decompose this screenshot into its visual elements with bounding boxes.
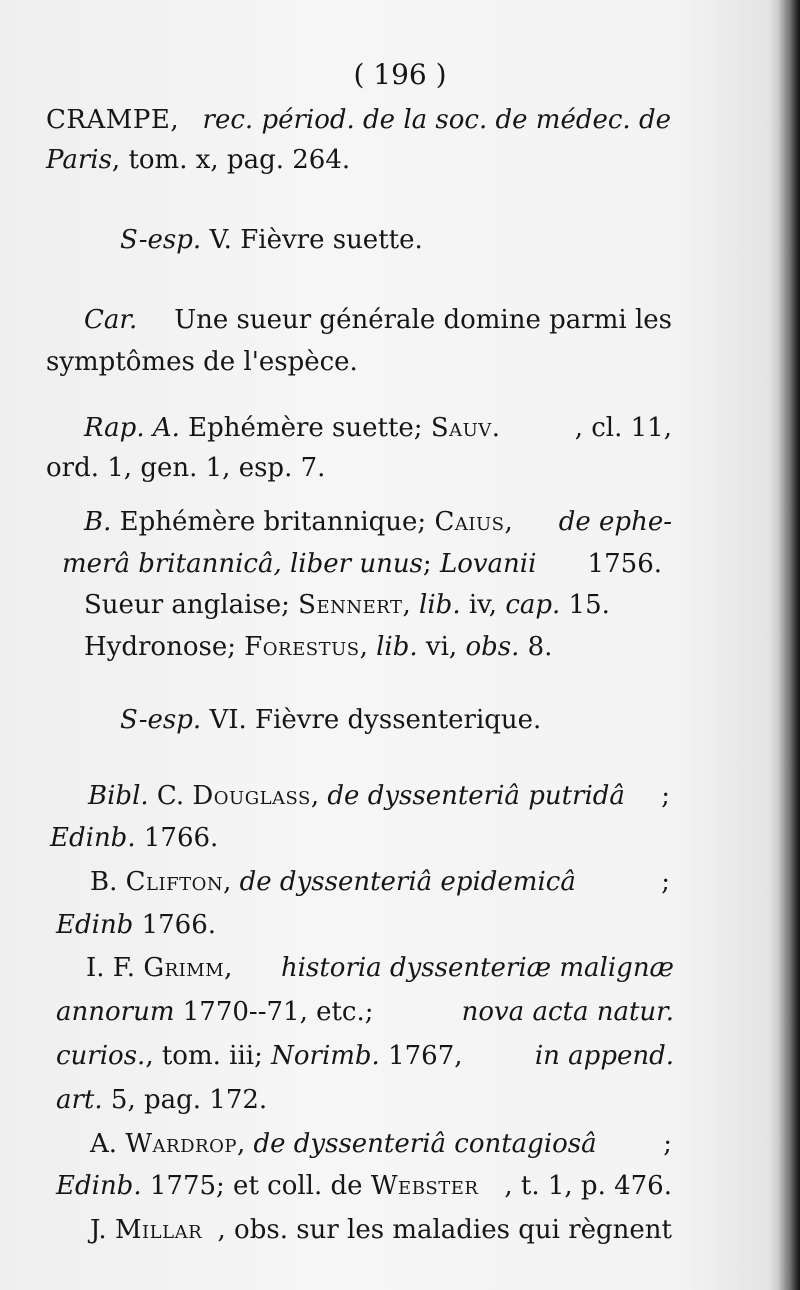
- text-line: art. 5, pag. 172.: [56, 1085, 268, 1115]
- text-line: annorum 1770--71, etc.; nova acta natur.: [56, 997, 674, 1027]
- text-line: A. Wardrop, de dyssenteriâ contagiosâ ;: [90, 1129, 672, 1159]
- text-line: B. Clifton, de dyssenteriâ epidemicâ ;: [90, 867, 670, 897]
- text-line: Rap. A. Ephémère suette; Sauv. , cl. 11,: [84, 413, 672, 443]
- text-line: ord. 1, gen. 1, esp. 7.: [46, 453, 326, 483]
- text-line: CRAMPE, rec. périod. de la soc. de médec. de: [46, 100, 671, 140]
- text-line: Bibl. C. Douglass, de dyssenteriâ putridâ ;: [88, 781, 670, 811]
- text-line: Edinb 1766.: [56, 910, 217, 940]
- text-line: Hydronose; Forestus, lib. vi, obs. 8.: [84, 632, 553, 662]
- text-line: I. F. Grimm, historia dyssenteriæ malignæ: [86, 953, 674, 983]
- citation-title: rec. périod. de la soc. de médec. de: [202, 105, 671, 135]
- text-line: Car. Une sueur générale domine parmi les: [84, 305, 672, 335]
- author-name: CRAMPE: [46, 105, 171, 135]
- text-line: J. Millar , obs. sur les maladies qui règnent: [90, 1215, 672, 1245]
- text-line: Edinb. 1766.: [50, 823, 219, 853]
- section-heading: S-esp. V. Fièvre suette.: [120, 225, 423, 255]
- text-line: B. Ephémère britannique; Caius, de ephe-: [84, 507, 672, 537]
- text-line: symptômes de l'espèce.: [46, 347, 358, 377]
- section-heading: S-esp. VI. Fièvre dyssenterique.: [120, 705, 542, 735]
- text-line: merâ britannicâ, liber unus; Lovanii 1756.: [62, 549, 662, 579]
- text-line: Paris, tom. x, pag. 264.: [46, 145, 351, 175]
- text-line: Edinb. 1775; et coll. de Webster , t. 1, p. 476.: [56, 1171, 672, 1201]
- text-line: curios., tom. iii; Norimb. 1767, in append.: [56, 1041, 674, 1071]
- page-number: ( 196 ): [353, 58, 447, 91]
- text-line: Sueur anglaise; Sennert, lib. iv, cap. 15.: [84, 590, 610, 620]
